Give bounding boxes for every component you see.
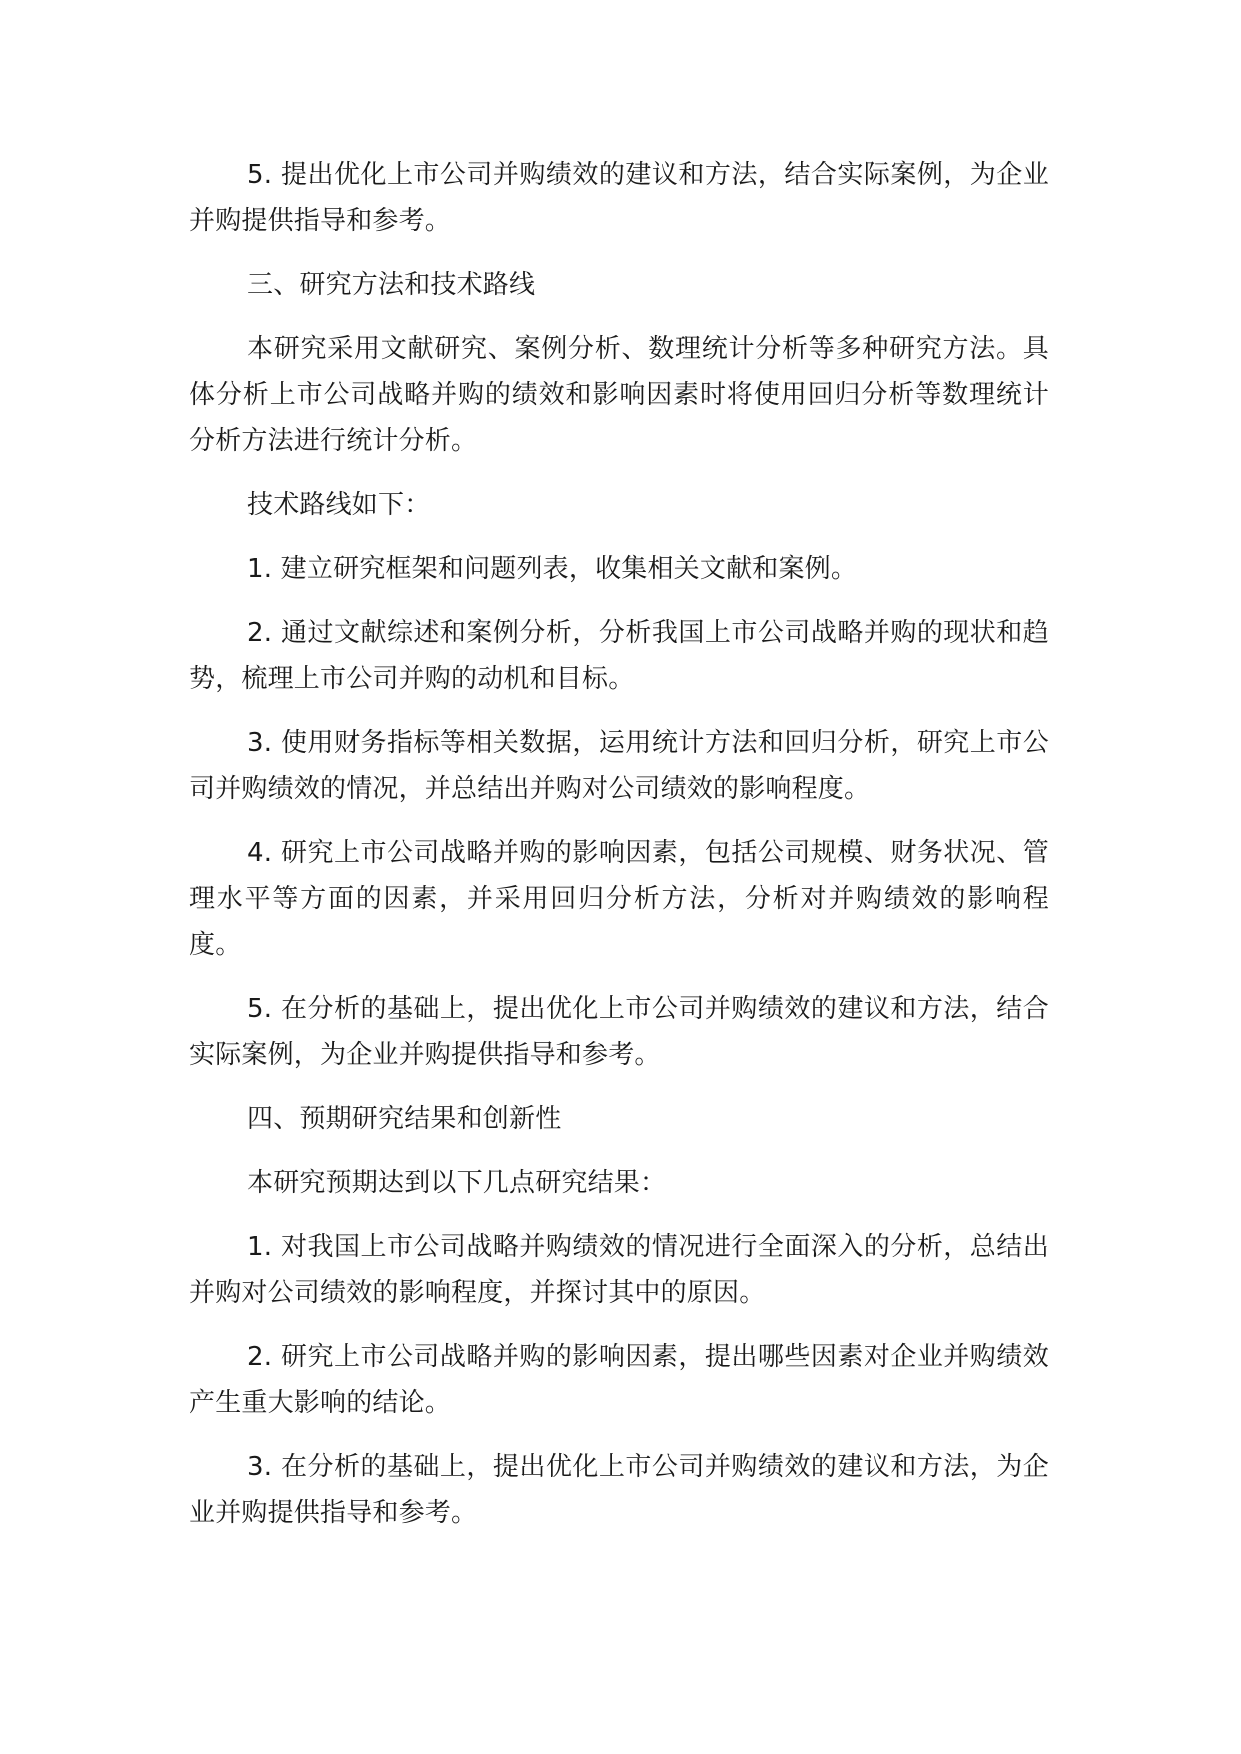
list-item-route-2: 2. 通过文献综述和案例分析，分析我国上市公司战略并购的现状和趋势，梳理上市公司并购的动机和目标。 [189, 618, 1049, 694]
paragraph-route-intro: 技术路线如下： [247, 490, 431, 520]
list-item-result-1: 1. 对我国上市公司战略并购绩效的情况进行全面深入的分析，总结出并购对公司绩效的影响程度，并探讨其中的原因。 [189, 1232, 1049, 1308]
list-item-route-4: 4. 研究上市公司战略并购的影响因素，包括公司规模、财务状况、管理水平等方面的因素，并采用回归分析方法，分析对并购绩效的影响程度。 [189, 838, 1049, 960]
list-item-result-2: 2. 研究上市公司战略并购的影响因素，提出哪些因素对企业并购绩效产生重大影响的结论。 [189, 1342, 1049, 1418]
paragraph-methods-intro: 本研究采用文献研究、案例分析、数理统计分析等多种研究方法。具体分析上市公司战略并购的绩效和影响因素时将使用回归分析等数理统计分析方法进行统计分析。 [189, 334, 1049, 456]
section-heading-methods: 三、研究方法和技术路线 [247, 270, 536, 300]
paragraph-objective-5: 5. 提出优化上市公司并购绩效的建议和方法，结合实际案例，为企业并购提供指导和参考。 [189, 160, 1049, 236]
list-item-route-1: 1. 建立研究框架和问题列表，收集相关文献和案例。 [247, 554, 858, 584]
section-heading-results: 四、预期研究结果和创新性 [247, 1104, 562, 1134]
paragraph-results-intro: 本研究预期达到以下几点研究结果： [247, 1168, 667, 1198]
list-item-result-3: 3. 在分析的基础上，提出优化上市公司并购绩效的建议和方法，为企业并购提供指导和参考。 [189, 1452, 1049, 1528]
list-item-route-5: 5. 在分析的基础上，提出优化上市公司并购绩效的建议和方法，结合实际案例，为企业并购提供指导和参考。 [189, 994, 1049, 1070]
document-body [189, 152, 1049, 1554]
list-item-route-3: 3. 使用财务指标等相关数据，运用统计方法和回归分析，研究上市公司并购绩效的情况，并总结出并购对公司绩效的影响程度。 [189, 728, 1049, 804]
